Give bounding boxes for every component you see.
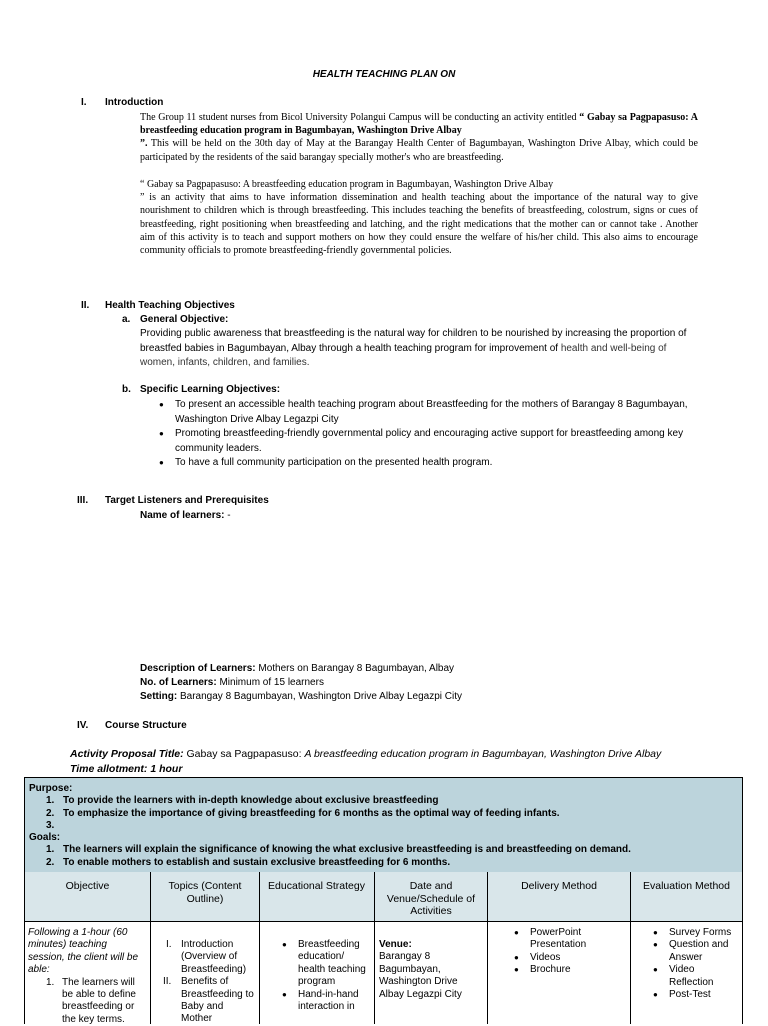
purpose-item-text: To provide the learners with in-depth knowledge about exclusive breastfeeding — [63, 795, 439, 807]
delivery-item: ● Brochure — [512, 964, 627, 976]
purpose-item — [29, 820, 739, 832]
objective-item-number: 1. — [46, 976, 55, 988]
goal-item-text: The learners will explain the significance of knowing the what exclusive breastfeeding is and breastfeeding on demand. — [63, 844, 631, 856]
strategy-list — [280, 939, 372, 1013]
goal-item — [29, 857, 739, 869]
goal-item-number: 2. — [46, 856, 55, 868]
activity-proposal-title — [70, 748, 661, 760]
number-label: No. of Learners: — [140, 677, 217, 688]
activity-proposal-subtitle: A breastfeeding education program in Bagumbayan, Washington Drive Albay — [304, 748, 662, 760]
intro-p2-text: ” is an activity that aims to have information dissemination and health teaching about the importance of the natural way to give nourishment to children which is through breastfeeding. This includes teaching the benefits of breastfeeding, colostrum, signs or cues of breastfeeding, right positioning when breastfeeding and latching, and the right medications that the mother can or cannot take . Another aim of this activity is to teach and support mothers on how they could ensure the welfare of his/her child. This also aims to encourage community officials to promote breastfeeding-friendly governmental policies. — [140, 192, 698, 257]
section-heading-target: Target Listeners and Prerequisites — [105, 495, 269, 506]
section-number-course: IV. — [77, 720, 89, 731]
evaluation-item: ● Post-Test — [651, 989, 741, 1001]
general-objective-text-a: Providing public awareness that breastfeeding is the natural way for children to be nourished by increasing the proportion of breastfed babies in Bagumbayan, Albay through a health teaching program for improvement of — [140, 328, 687, 354]
description-value: Mothers on Barangay 8 Bagumbayan, Albay — [255, 663, 455, 674]
name-of-learners — [140, 510, 231, 521]
specific-objectives-label: b. — [122, 384, 131, 395]
goal-item-text: To enable mothers to establish and sustain exclusive breastfeeding for 6 months. — [63, 856, 451, 868]
intro-p1-text-2: This will be held on the 30th day of May at the Barangay Health Center of Bagumbayan, Washington Drive Albay, which could be participated by the residents of the said barangay specially mother's who are breastfeeding. — [140, 138, 698, 163]
purpose-list — [29, 795, 739, 832]
purpose-item-number: 1. — [46, 795, 55, 807]
table-border-left — [24, 872, 25, 1024]
topic-number: I. — [166, 939, 172, 950]
purpose-item-text: To emphasize the importance of giving breastfeeding for 6 months as the optimal way of feeding infants. — [63, 807, 560, 819]
section-heading-objectives: Health Teaching Objectives — [105, 300, 235, 311]
section-number-target: III. — [77, 495, 89, 506]
intro-p2-program-title: “ Gabay sa Pagpapasuso: A breastfeeding education program in Bagumbayan, Washington Drive Albay — [140, 179, 554, 190]
section-number-intro: I. — [81, 97, 87, 108]
topic-text: Benefits of Breastfeeding to Baby and Mother — [181, 976, 254, 1025]
topic-item — [162, 976, 256, 1026]
setting-value: Barangay 8 Bagumbayan, Washington Drive Albay Legazpi City — [177, 691, 463, 702]
specific-objectives-heading: Specific Learning Objectives: — [140, 384, 281, 395]
name-of-learners-label: Name of learners: — [140, 510, 225, 521]
intro-p1-program-title: “ Gabay sa Pagpapasuso: A breastfeeding education program in Bagumbayan, Washington Drive Albay — [140, 112, 698, 137]
header-date-venue: Date and Venue/Schedule of Activities — [386, 880, 476, 917]
description-of-learners — [140, 663, 454, 674]
purpose-goals-content — [29, 783, 739, 869]
delivery-item: ● Videos — [512, 952, 627, 964]
table-col-divider — [630, 872, 631, 1024]
number-value: Minimum of 15 learners — [216, 677, 324, 688]
header-evaluation-method: Evaluation Method — [643, 880, 730, 892]
evaluation-method-list — [651, 927, 741, 1001]
specific-objective-item: ● To present an accessible health teaching program about Breastfeeding for the mothers of Barangay 8 Bagumbayan, Washington Drive Albay Legazpi City — [157, 398, 702, 427]
purpose-item — [29, 795, 739, 807]
topic-number: II. — [163, 976, 172, 988]
goals-list — [29, 844, 739, 869]
specific-objective-item: ● To have a full community participation on the presented health program. — [157, 456, 702, 471]
name-of-learners-value: - — [224, 510, 231, 521]
purpose-item — [29, 808, 739, 820]
venue-cell — [379, 939, 484, 1001]
strategy-item: ● Hand-in-hand interaction in — [280, 989, 372, 1014]
objective-item — [28, 977, 146, 1026]
setting — [140, 691, 462, 702]
topics-cell — [162, 939, 256, 1026]
specific-objective-item: ● Promoting breastfeeding-friendly governmental policy and encouraging active support for breastfeeding among key community leaders. — [157, 427, 702, 456]
purpose-item-number: 2. — [46, 807, 55, 819]
goal-item-number: 1. — [46, 844, 55, 856]
intro-p1-quote-close: ”. — [140, 138, 148, 150]
number-of-learners — [140, 677, 324, 688]
header-educational-strategy: Educational Strategy — [268, 880, 365, 892]
topic-text: Introduction (Overview of Breastfeeding) — [181, 939, 247, 975]
objective-cell — [28, 927, 146, 1026]
purpose-heading: Purpose: — [29, 783, 73, 794]
objective-intro: Following a 1-hour (60 minutes) teaching session, the client will be able: — [28, 927, 139, 976]
specific-objectives-list — [157, 398, 702, 471]
header-delivery-method: Delivery Method — [521, 880, 597, 892]
header-objective: Objective — [65, 880, 110, 892]
evaluation-item: ● Question and Answer — [651, 939, 741, 964]
delivery-item: ● PowerPoint Presentation — [512, 927, 627, 952]
evaluation-item: ● Video Reflection — [651, 964, 741, 989]
topic-item — [162, 939, 256, 976]
table-col-divider — [374, 872, 375, 1024]
intro-p1-text: The Group 11 student nurses from Bicol University Polangui Campus will be conducting an activity entitled — [140, 112, 580, 123]
section-number-objectives: II. — [81, 300, 90, 311]
general-objective-text-b: health and well-being of women, infants, children, and families. — [140, 342, 667, 368]
table-col-divider — [259, 872, 260, 1024]
delivery-method-list — [512, 927, 627, 977]
description-label: Description of Learners: — [140, 663, 256, 674]
setting-label: Setting: — [140, 691, 178, 702]
intro-paragraph-1 — [140, 111, 698, 164]
general-objective-text — [140, 327, 696, 371]
purpose-item-number: 3. — [46, 819, 55, 831]
activity-proposal-label: Activity Proposal Title: — [70, 748, 184, 760]
evaluation-item: ● Survey Forms — [651, 927, 741, 939]
document-title: HEALTH TEACHING PLAN ON — [312, 69, 456, 80]
table-col-divider — [487, 872, 488, 1024]
section-heading-course: Course Structure — [105, 720, 187, 731]
header-topics: Topics (Content Outline) — [168, 880, 242, 905]
goal-item — [29, 844, 739, 856]
time-allotment: Time allotment: 1 hour — [70, 763, 183, 775]
goals-heading: Goals: — [29, 832, 61, 844]
objective-item-text: The learners will be able to define breastfeeding or the key terms. — [62, 976, 136, 1025]
intro-paragraph-2 — [140, 178, 698, 257]
venue-value: Barangay 8 Bagumbayan, Washington Drive Albay Legazpi City — [379, 951, 462, 1000]
table-border-right — [742, 872, 743, 1024]
strategy-item: ● Breastfeeding education/ health teaching program — [280, 939, 372, 989]
section-heading-intro: Introduction — [105, 97, 164, 108]
general-objective-heading: General Objective: — [140, 314, 229, 325]
venue-label: Venue: — [379, 939, 412, 950]
activity-proposal-name: Gabay sa Pagpapasuso: — [183, 748, 305, 760]
general-objective-label: a. — [122, 314, 131, 325]
